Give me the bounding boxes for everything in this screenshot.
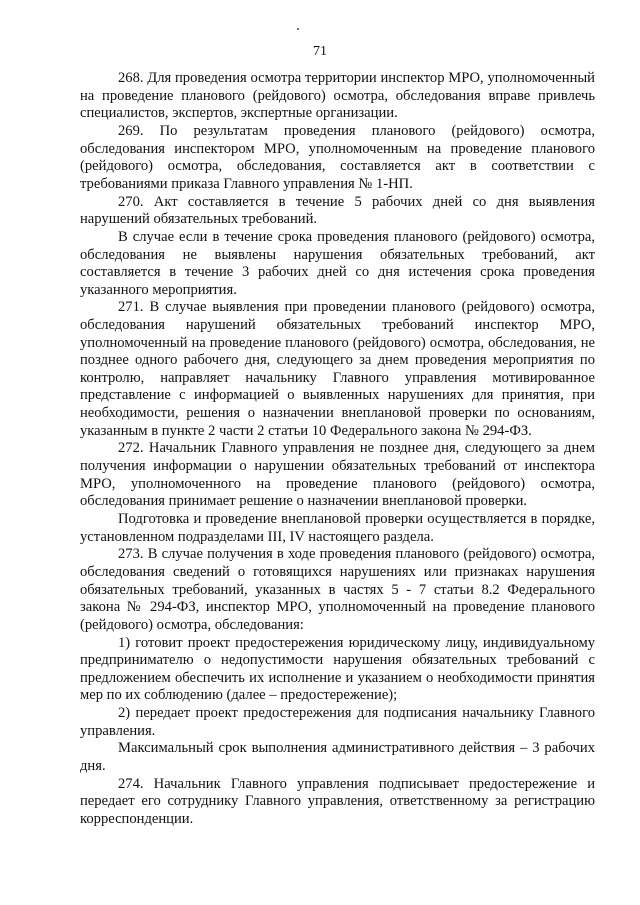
paragraph-272: 272. Начальник Главного управления не позднее дня, следующего за днем получения информации о нарушении обязательных требований от инспектора МРО, уполномоченного на проведение планового (рейдового) осмотра, обследования принимает решение о назначении внеплановой проверки.: [80, 440, 595, 510]
paragraph-274: 274. Начальник Главного управления подписывает предостережение и передает его сотруднику Главного управления, ответственному за регистрацию корреспонденции.: [80, 775, 595, 827]
paragraph-272-cont: Подготовка и проведение внеплановой проверки осуществляется в порядке, установленном подразделами III, IV настоящего раздела.: [80, 510, 595, 545]
scan-speck: [297, 28, 299, 30]
paragraph-271: 271. В случае выявления при проведении планового (рейдового) осмотра, обследования нарушений обязательных требований инспектор МРО, уполномоченный на проведение планового (рейдового) осмотра, обследования, не позднее одного рабочего дня, следующего за днем проведения мероприятия по контролю, направляет начальнику Главного управления мотивированное представление с информацией о выявленных нарушениях для принятия, при необходимости, решения о назначении внеплановой проверки по основаниям, указанным в пункте 2 части 2 статьи 10 Федерального закона № 294-ФЗ.: [80, 299, 595, 439]
paragraph-268: 268. Для проведения осмотра территории инспектор МРО, уполномоченный на проведение планового (рейдового) осмотра, обследования вправе привлечь специалистов, экспертов, экспертные организации.: [80, 70, 595, 122]
paragraph-273-item-2: 2) передает проект предостережения для подписания начальнику Главного управления.: [80, 705, 595, 739]
paragraph-270: 270. Акт составляется в течение 5 рабочих дней со дня выявления нарушений обязательных требований.: [80, 193, 595, 228]
paragraph-273-item-1: 1) готовит проект предостережения юридическому лицу, индивидуальному предпринимателю о недопустимости нарушения обязательных требований с предложением обеспечить их исполнение и указанием о необходимости принятия мер по их соблюдению (далее – предостережение);: [80, 634, 595, 704]
paragraph-270-cont: В случае если в течение срока проведения планового (рейдового) осмотра, обследования не выявлены нарушения обязательных требований, акт составляется в течение 3 рабочих дней со дня истечения срока проведения указанного мероприятия.: [80, 228, 595, 298]
paragraph-max-term: Максимальный срок выполнения административного действия – 3 рабочих дня.: [80, 740, 595, 775]
paragraph-273: 273. В случае получения в ходе проведения планового (рейдового) осмотра, обследования сведений о готовящихся нарушениях или признаках нарушения обязательных требований, указанных в частях 5 - 7 статьи 8.2 Федерального закона № 294-ФЗ, инспектор МРО, уполномоченный на проведение планового (рейдового) осмотра, обследования:: [80, 546, 595, 633]
paragraph-269: 269. По результатам проведения планового (рейдового) осмотра, обследования инспектором МРО, уполномоченным на проведение планового (рейдового) осмотра, обследования, составляется акт в соответствии с требованиями приказа Главного управления № 1-НП.: [80, 122, 595, 192]
page-number: 71: [313, 44, 327, 59]
document-body: [80, 70, 595, 829]
